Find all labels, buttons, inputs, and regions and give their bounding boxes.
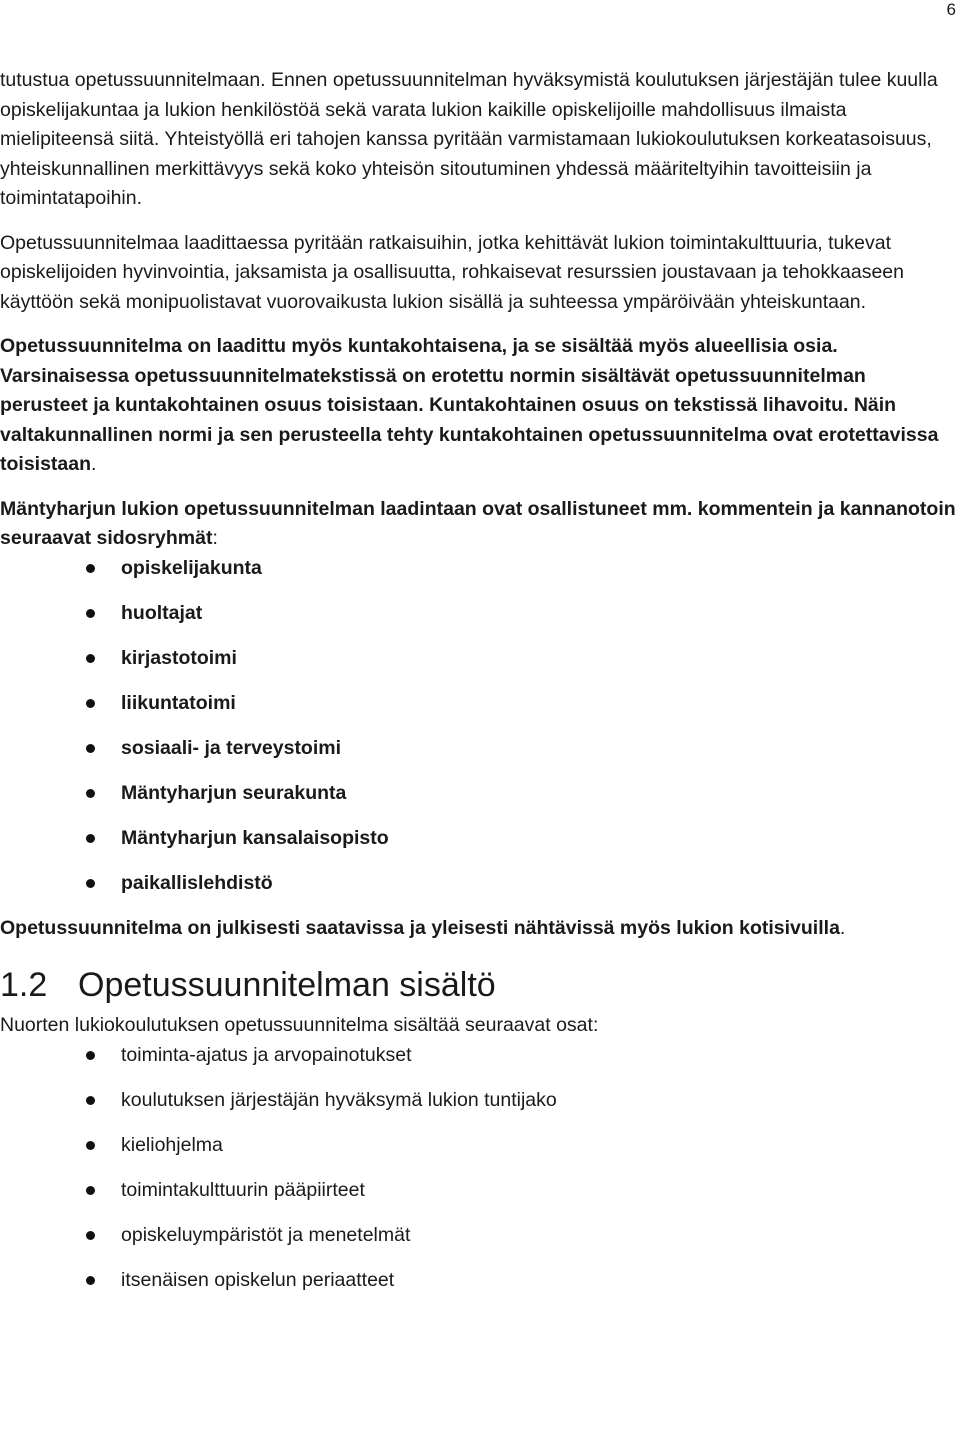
- paragraph-intro: [0, 66, 956, 214]
- list-item: [0, 869, 956, 898]
- list-item-label: kieliohjelma: [121, 1133, 223, 1156]
- section-title: Opetussuunnitelman sisältö: [78, 966, 496, 1004]
- list-item-label: paikallislehdistö: [121, 871, 273, 894]
- section-number: 1.2: [0, 966, 48, 1004]
- page-number: 6: [946, 0, 956, 19]
- paragraph-availability-bold: Opetussuunnitelma on julkisesti saatavissa ja yleisesti nähtävissä myös lukion kotisivuilla: [0, 916, 840, 939]
- list-item: [0, 779, 956, 808]
- bullet-icon: [86, 834, 95, 843]
- paragraph-availability: [0, 914, 956, 944]
- list-item-label: itsenäisen opiskelun periaatteet: [121, 1268, 395, 1291]
- bullet-icon: [86, 744, 95, 753]
- paragraph-intro-part2: Yhteistyöllä eri tahojen kanssa pyritään varmistamaan lukiokoulutuksen korkeatasoisuus, yhteiskunnallinen merkittävyys sekä koko yhteisön sitoutuminen yhdessä määriteltyihin tavoitteisiin ja toimintatapoihin.: [0, 128, 932, 209]
- list-item: [0, 1266, 956, 1295]
- bullet-icon: [86, 1096, 95, 1105]
- bullet-icon: [86, 564, 95, 573]
- list-item: [0, 689, 956, 718]
- list-item-label: huoltajat: [121, 601, 203, 624]
- list-item: [0, 599, 956, 628]
- contents-list: [0, 1041, 956, 1295]
- bullet-icon: [86, 1186, 95, 1195]
- list-item: [0, 734, 956, 763]
- list-item: [0, 1221, 956, 1250]
- bullet-icon: [86, 609, 95, 618]
- list-item-label: sosiaali- ja terveystoimi: [121, 736, 342, 759]
- list-item: [0, 1041, 956, 1070]
- bullet-icon: [86, 654, 95, 663]
- bullet-icon: [86, 1051, 95, 1060]
- list-item-label: kirjastotoimi: [121, 646, 237, 669]
- list-item: [0, 554, 956, 583]
- paragraph-stakeholders-intro: [0, 495, 956, 554]
- paragraph-municipal-end: .: [91, 453, 97, 475]
- list-item: [0, 1131, 956, 1160]
- bullet-icon: [86, 1141, 95, 1150]
- list-item: [0, 1086, 956, 1115]
- paragraph-contents-intro: Nuorten lukiokoulutuksen opetussuunnitelma sisältää seuraavat osat:: [0, 1014, 599, 1036]
- list-item-label: liikuntatoimi: [121, 691, 236, 714]
- list-item: [0, 1176, 956, 1205]
- list-item: [0, 644, 956, 673]
- paragraph-availability-end: .: [839, 916, 846, 939]
- bullet-icon: [86, 699, 95, 708]
- stakeholder-list: [0, 554, 956, 898]
- bullet-icon: [86, 789, 95, 798]
- list-item-label: opiskelijakunta: [121, 556, 262, 579]
- bullet-icon: [86, 1231, 95, 1240]
- list-item-label: Mäntyharjun seurakunta: [121, 781, 347, 804]
- paragraph-stakeholders-bold: Mäntyharjun lukion opetussuunnitelman laadintaan ovat osallistuneet mm. kommentein ja kannanotoin seuraavat sidosryhmät: [0, 497, 956, 549]
- paragraph-goals: Opetussuunnitelmaa laadittaessa pyritään ratkaisuihin, jotka kehittävät lukion toimintakulttuuria, tukevat opiskelijoiden hyvinvointia, jaksamista ja osallisuutta, rohkaisevat resurssien joustavaan ja tehokkaaseen käyttöön sekä monipuolistavat vuorovaikusta lukion sisällä ja suhteessa ympäröivään yhteiskuntaan.: [0, 231, 904, 313]
- section-heading: [0, 963, 956, 1007]
- paragraph-municipal: [0, 332, 956, 480]
- paragraph-intro-part1: tutustua opetussuunnitelmaan. Ennen opetussuunnitelman hyväksymistä koulutuksen järjestäjän tulee kuulla opiskelijakuntaa ja lukion henkilöstöä sekä varata lukion kaikille opiskelijoille mahdollisuus ilmaista mielipiteensä siitä.: [0, 69, 938, 150]
- list-item-label: toiminta-ajatus ja arvopainotukset: [121, 1043, 412, 1066]
- list-item-label: koulutuksen järjestäjän hyväksymä lukion tuntijako: [121, 1088, 557, 1111]
- bullet-icon: [86, 879, 95, 888]
- list-item: [0, 824, 956, 853]
- paragraph-stakeholders-end: :: [212, 527, 218, 549]
- paragraph-municipal-bold: Opetussuunnitelma on laadittu myös kuntakohtaisena, ja se sisältää myös alueellisia osia. Varsinaisessa opetussuunnitelmatekstissä on erotettu normin sisältävät opetussuunnitelman perusteet ja kuntakohtainen osuus toisistaan. Kuntakohtainen osuus on tekstissä lihavoitu. Näin valtakunnallinen normi ja sen perusteella tehty kuntakohtainen opetussuunnitelma ovat erotettavissa toisistaan: [0, 335, 939, 475]
- list-item-label: toimintakulttuurin pääpiirteet: [121, 1178, 365, 1201]
- list-item-label: Mäntyharjun kansalaisopisto: [121, 826, 389, 849]
- list-item-label: opiskeluympäristöt ja menetelmät: [121, 1223, 411, 1246]
- bullet-icon: [86, 1276, 95, 1285]
- document-body: [0, 66, 956, 1311]
